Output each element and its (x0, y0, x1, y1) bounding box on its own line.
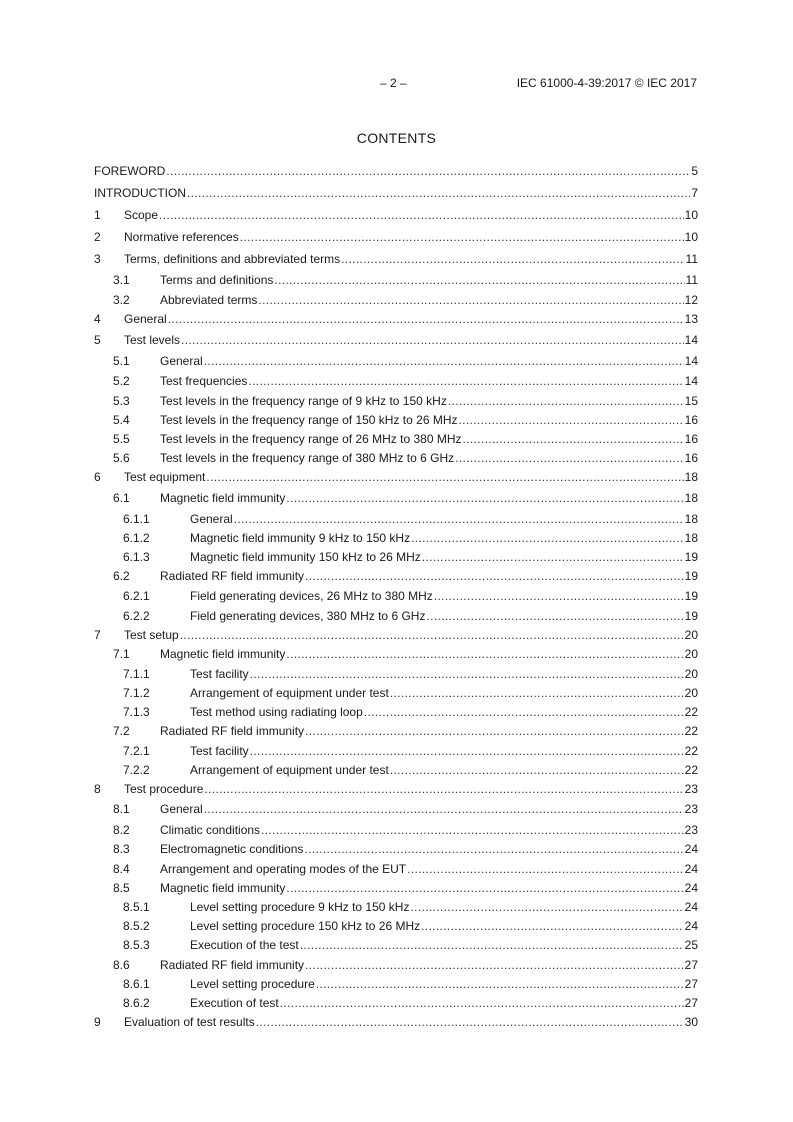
toc-entry-page: 15 (684, 393, 698, 408)
toc-entry-number: 5.4 (113, 412, 130, 427)
toc-entry[interactable] (94, 182, 698, 204)
toc-dot-leader (250, 744, 684, 758)
toc-entry[interactable] (94, 309, 698, 329)
toc-entry-number: 8.4 (113, 861, 130, 876)
toc-dot-leader (407, 862, 684, 876)
toc-entry-page: 18 (684, 511, 698, 526)
toc-entry[interactable] (94, 683, 698, 702)
toc-entry-page: 19 (684, 589, 698, 603)
toc-entry-title: Arrangement of equipment under test (190, 685, 389, 700)
toc-dot-leader (316, 977, 684, 991)
toc-entry-page: 23 (684, 802, 698, 816)
toc-entry-title: Execution of test (190, 995, 279, 1010)
toc-entry-number: 8 (94, 781, 101, 796)
toc-entry-page: 19 (684, 608, 698, 623)
toc-entry-page: 27 (684, 995, 698, 1010)
toc-entry-page: 24 (684, 899, 698, 914)
toc-entry-title: Magnetic field immunity (160, 491, 286, 505)
toc-entry-number: 7 (94, 627, 101, 642)
toc-entry-title: Abbreviated terms (160, 292, 258, 307)
toc-entry[interactable] (94, 566, 698, 586)
toc-dot-leader (305, 569, 684, 583)
toc-entry-number: 1 (94, 208, 101, 222)
toc-entry-page: 7 (691, 186, 698, 200)
toc-entry[interactable] (94, 820, 698, 839)
toc-dot-leader (250, 667, 684, 681)
toc-entry[interactable] (94, 741, 698, 760)
toc-entry-title: Radiated RF field immunity (160, 569, 305, 583)
toc-entry-title: Level setting procedure 150 kHz to 26 MHz (190, 918, 421, 933)
toc-entry[interactable] (94, 721, 698, 741)
toc-entry-page: 24 (684, 918, 698, 933)
toc-entry-title: Test method using radiating loop (190, 704, 363, 719)
toc-entry-number: 7.1.3 (123, 704, 150, 719)
toc-entry-title: Arrangement of equipment under test (190, 762, 389, 777)
toc-dot-leader (305, 724, 684, 738)
toc-entry[interactable] (94, 204, 698, 226)
toc-entry-title: General (190, 511, 233, 526)
toc-dot-leader (410, 900, 683, 914)
toc-entry-page: 16 (684, 450, 698, 465)
toc-entry[interactable] (94, 779, 698, 798)
toc-entry-title: Radiated RF field immunity (160, 724, 305, 738)
toc-entry-number: 5.2 (113, 374, 130, 388)
toc-entry[interactable] (94, 391, 698, 410)
toc-entry-number: 3.2 (113, 292, 130, 307)
toc-entry[interactable] (94, 955, 698, 974)
toc-entry-title: Magnetic field immunity (160, 880, 286, 895)
toc-entry-title: Test frequencies (160, 374, 248, 388)
toc-dot-leader (274, 273, 684, 287)
toc-entry-page: 14 (684, 333, 698, 347)
toc-entry[interactable] (94, 547, 698, 566)
toc-dot-leader (280, 996, 684, 1010)
toc-entry[interactable] (94, 429, 698, 448)
toc-dot-leader (204, 354, 684, 368)
toc-dot-leader (304, 842, 683, 856)
toc-entry-number: 8.6 (113, 957, 130, 972)
toc-dot-leader (286, 881, 683, 895)
toc-entry-title: Electromagnetic conditions (160, 842, 304, 856)
toc-dot-leader (390, 763, 684, 777)
toc-entry-title: Magnetic field immunity (160, 647, 286, 661)
toc-entry-number: 7.2.2 (123, 762, 150, 777)
toc-entry[interactable] (94, 916, 698, 935)
toc-entry-number: 8.5.2 (123, 918, 150, 933)
toc-entry-page: 14 (684, 374, 698, 388)
toc-entry-title: Level setting procedure (190, 976, 315, 991)
toc-entry-number: 6.2.1 (123, 589, 150, 603)
toc-dot-leader (256, 1015, 684, 1029)
table-of-contents (94, 160, 698, 1031)
toc-entry-number: 4 (94, 312, 101, 326)
toc-entry-number: 8.3 (113, 842, 130, 856)
toc-entry-title: Evaluation of test results (124, 1014, 255, 1029)
toc-entry-number: 6.1.2 (123, 530, 150, 545)
toc-entry[interactable] (94, 897, 698, 916)
toc-entry-title: Test levels in the frequency range of 380 MHz to 6 GHz (160, 450, 455, 465)
toc-entry[interactable] (94, 664, 698, 683)
toc-dot-leader (204, 802, 684, 816)
toc-entry[interactable] (94, 606, 698, 625)
toc-entry-title: Execution of the test (190, 938, 299, 952)
page-number: – 2 – (380, 76, 407, 90)
toc-dot-leader (286, 647, 683, 661)
toc-dot-leader (261, 823, 684, 837)
toc-entry-page: 22 (684, 724, 698, 738)
toc-entry-title: Test levels in the frequency range of 150 kHz to 26 MHz (160, 412, 458, 427)
toc-entry[interactable] (94, 509, 698, 528)
toc-entry-title: Climatic conditions (160, 822, 261, 837)
toc-entry-number: 3 (94, 252, 101, 266)
toc-dot-leader (455, 451, 683, 465)
toc-entry-number: 8.5.1 (123, 899, 150, 914)
toc-dot-leader (421, 919, 684, 933)
toc-entry[interactable] (94, 467, 698, 487)
toc-dot-leader (206, 470, 683, 484)
toc-entry-number: 8.6.1 (123, 976, 150, 991)
toc-entry-page: 24 (684, 842, 698, 856)
toc-entry[interactable] (94, 586, 698, 606)
toc-dot-leader (448, 394, 684, 408)
toc-entry-title: Radiated RF field immunity (160, 957, 305, 972)
toc-dot-leader (341, 252, 684, 266)
toc-entry-title: Terms and definitions (160, 273, 274, 287)
toc-entry[interactable] (94, 878, 698, 897)
toc-entry-number: 8.5 (113, 880, 130, 895)
toc-entry-number: 8.2 (113, 822, 130, 837)
toc-dot-leader (181, 333, 684, 347)
toc-dot-leader (166, 164, 690, 178)
toc-entry-title: Test facility (190, 666, 249, 681)
toc-entry[interactable] (94, 448, 698, 467)
toc-entry-page: 20 (684, 647, 698, 661)
toc-entry-number: 6.2 (113, 569, 130, 583)
standard-reference: IEC 61000-4-39:2017 © IEC 2017 (516, 76, 697, 90)
toc-entry[interactable] (94, 935, 698, 955)
toc-entry-number: 7.2.1 (123, 743, 150, 758)
toc-entry-title: Magnetic field immunity 9 kHz to 150 kHz (190, 530, 411, 545)
toc-dot-leader (204, 782, 683, 796)
toc-entry-page: 11 (685, 252, 698, 266)
toc-entry-title: INTRODUCTION (94, 186, 186, 200)
toc-entry-title: Normative references (124, 230, 239, 244)
toc-dot-leader (426, 609, 683, 623)
toc-entry[interactable] (94, 329, 698, 351)
toc-entry-number: 6.1.1 (123, 511, 150, 526)
toc-entry-page: 16 (684, 431, 698, 446)
toc-entry-number: 6.2.2 (123, 608, 150, 623)
toc-entry-page: 10 (684, 230, 698, 244)
toc-dot-leader (159, 208, 684, 222)
toc-entry-page: 18 (684, 470, 698, 484)
page-title: CONTENTS (356, 130, 437, 146)
toc-entry[interactable] (94, 993, 698, 1012)
toc-entry-page: 25 (684, 938, 698, 952)
toc-dot-leader (422, 550, 684, 564)
toc-entry[interactable] (94, 528, 698, 547)
toc-entry-page: 30 (684, 1014, 698, 1029)
toc-entry-number: 7.1.2 (123, 685, 150, 700)
toc-entry[interactable] (94, 160, 698, 182)
toc-entry-page: 18 (684, 491, 698, 505)
toc-dot-leader (390, 686, 684, 700)
toc-entry[interactable] (94, 290, 698, 309)
toc-entry-title: Test levels (124, 333, 181, 347)
toc-dot-leader (364, 705, 684, 719)
toc-entry-number: 8.1 (113, 802, 130, 816)
toc-entry-page: 10 (684, 208, 698, 222)
toc-entry-page: 23 (684, 822, 698, 837)
toc-dot-leader (411, 531, 684, 545)
toc-entry-number: 5.3 (113, 393, 130, 408)
toc-entry-title: Test facility (190, 743, 249, 758)
toc-dot-leader (286, 491, 683, 505)
toc-entry-title: Level setting procedure 9 kHz to 150 kHz (190, 899, 410, 914)
toc-entry-title: General (124, 312, 167, 326)
toc-entry[interactable] (94, 644, 698, 664)
toc-entry-number: 2 (94, 230, 101, 244)
toc-entry-title: General (160, 354, 203, 368)
toc-entry[interactable] (94, 351, 698, 371)
toc-entry-number: 8.6.2 (123, 995, 150, 1010)
toc-entry-number: 9 (94, 1014, 101, 1029)
toc-entry-title: Test levels in the frequency range of 9 kHz to 150 kHz (160, 393, 447, 408)
toc-dot-leader (168, 312, 684, 326)
toc-entry-number: 3.1 (113, 273, 130, 287)
toc-entry-page: 24 (684, 861, 698, 876)
toc-entry-number: 7.2 (113, 724, 130, 738)
toc-entry[interactable] (94, 371, 698, 391)
toc-entry-number: 5.6 (113, 450, 130, 465)
toc-entry-page: 19 (684, 569, 698, 583)
toc-entry[interactable] (94, 798, 698, 820)
toc-entry-number: 5.5 (113, 431, 130, 446)
toc-entry-page: 23 (684, 781, 698, 796)
toc-entry-page: 13 (684, 312, 698, 326)
toc-dot-leader (434, 589, 684, 603)
toc-entry[interactable] (94, 760, 698, 779)
toc-entry-number: 6.1.3 (123, 549, 150, 564)
toc-entry-page: 27 (684, 976, 698, 991)
toc-entry-page: 22 (684, 762, 698, 777)
toc-entry-number: 8.5.3 (123, 938, 150, 952)
toc-entry-title: Test setup (124, 627, 179, 642)
toc-entry-page: 18 (684, 530, 698, 545)
toc-entry-number: 6 (94, 470, 101, 484)
toc-entry[interactable] (94, 487, 698, 509)
toc-entry-page: 19 (684, 549, 698, 564)
toc-entry[interactable] (94, 1012, 698, 1031)
toc-entry-title: Field generating devices, 380 MHz to 6 GHz (190, 608, 426, 623)
toc-entry[interactable] (94, 410, 698, 429)
toc-entry-page: 16 (684, 412, 698, 427)
toc-dot-leader (305, 958, 684, 972)
toc-dot-leader (234, 512, 684, 526)
toc-entry-page: 20 (684, 685, 698, 700)
toc-entry-title: Terms, definitions and abbreviated terms (124, 252, 341, 266)
toc-entry[interactable] (94, 859, 698, 878)
toc-entry-title: Test procedure (124, 781, 204, 796)
toc-dot-leader (180, 628, 684, 642)
toc-entry-number: 5 (94, 333, 101, 347)
toc-entry-page: 12 (684, 292, 698, 307)
toc-entry[interactable] (94, 625, 698, 644)
toc-entry[interactable] (94, 974, 698, 993)
toc-entry-page: 11 (685, 273, 698, 287)
toc-entry-title: Scope (124, 208, 159, 222)
toc-entry-title: Field generating devices, 26 MHz to 380 MHz (190, 589, 433, 603)
toc-entry-page: 27 (684, 957, 698, 972)
toc-dot-leader (240, 230, 684, 244)
toc-entry-page: 20 (684, 666, 698, 681)
toc-dot-leader (462, 432, 683, 446)
toc-entry-title: Test equipment (124, 470, 206, 484)
toc-dot-leader (258, 293, 683, 307)
toc-entry-number: 7.1 (113, 647, 130, 661)
toc-entry-number: 6.1 (113, 491, 130, 505)
toc-entry-page: 14 (684, 354, 698, 368)
toc-entry-title: FOREWORD (94, 164, 166, 178)
toc-dot-leader (300, 938, 684, 952)
toc-entry[interactable] (94, 839, 698, 859)
toc-entry[interactable] (94, 248, 698, 270)
toc-entry-title: General (160, 802, 203, 816)
toc-entry-page: 24 (684, 880, 698, 895)
toc-entry-title: Arrangement and operating modes of the EUT (160, 861, 407, 876)
toc-entry-title: Magnetic field immunity 150 kHz to 26 MHz (190, 549, 421, 564)
toc-dot-leader (459, 413, 684, 427)
toc-dot-leader (248, 374, 683, 388)
toc-entry[interactable] (94, 702, 698, 721)
toc-entry-page: 22 (684, 743, 698, 758)
toc-entry-number: 5.1 (113, 354, 130, 368)
toc-entry[interactable] (94, 270, 698, 290)
toc-entry-number: 7.1.1 (123, 666, 150, 681)
toc-entry-page: 20 (684, 627, 698, 642)
toc-dot-leader (187, 186, 690, 200)
toc-entry[interactable] (94, 226, 698, 248)
toc-entry-page: 22 (684, 704, 698, 719)
toc-entry-page: 5 (691, 164, 698, 178)
toc-entry-title: Test levels in the frequency range of 26 MHz to 380 MHz (160, 431, 462, 446)
